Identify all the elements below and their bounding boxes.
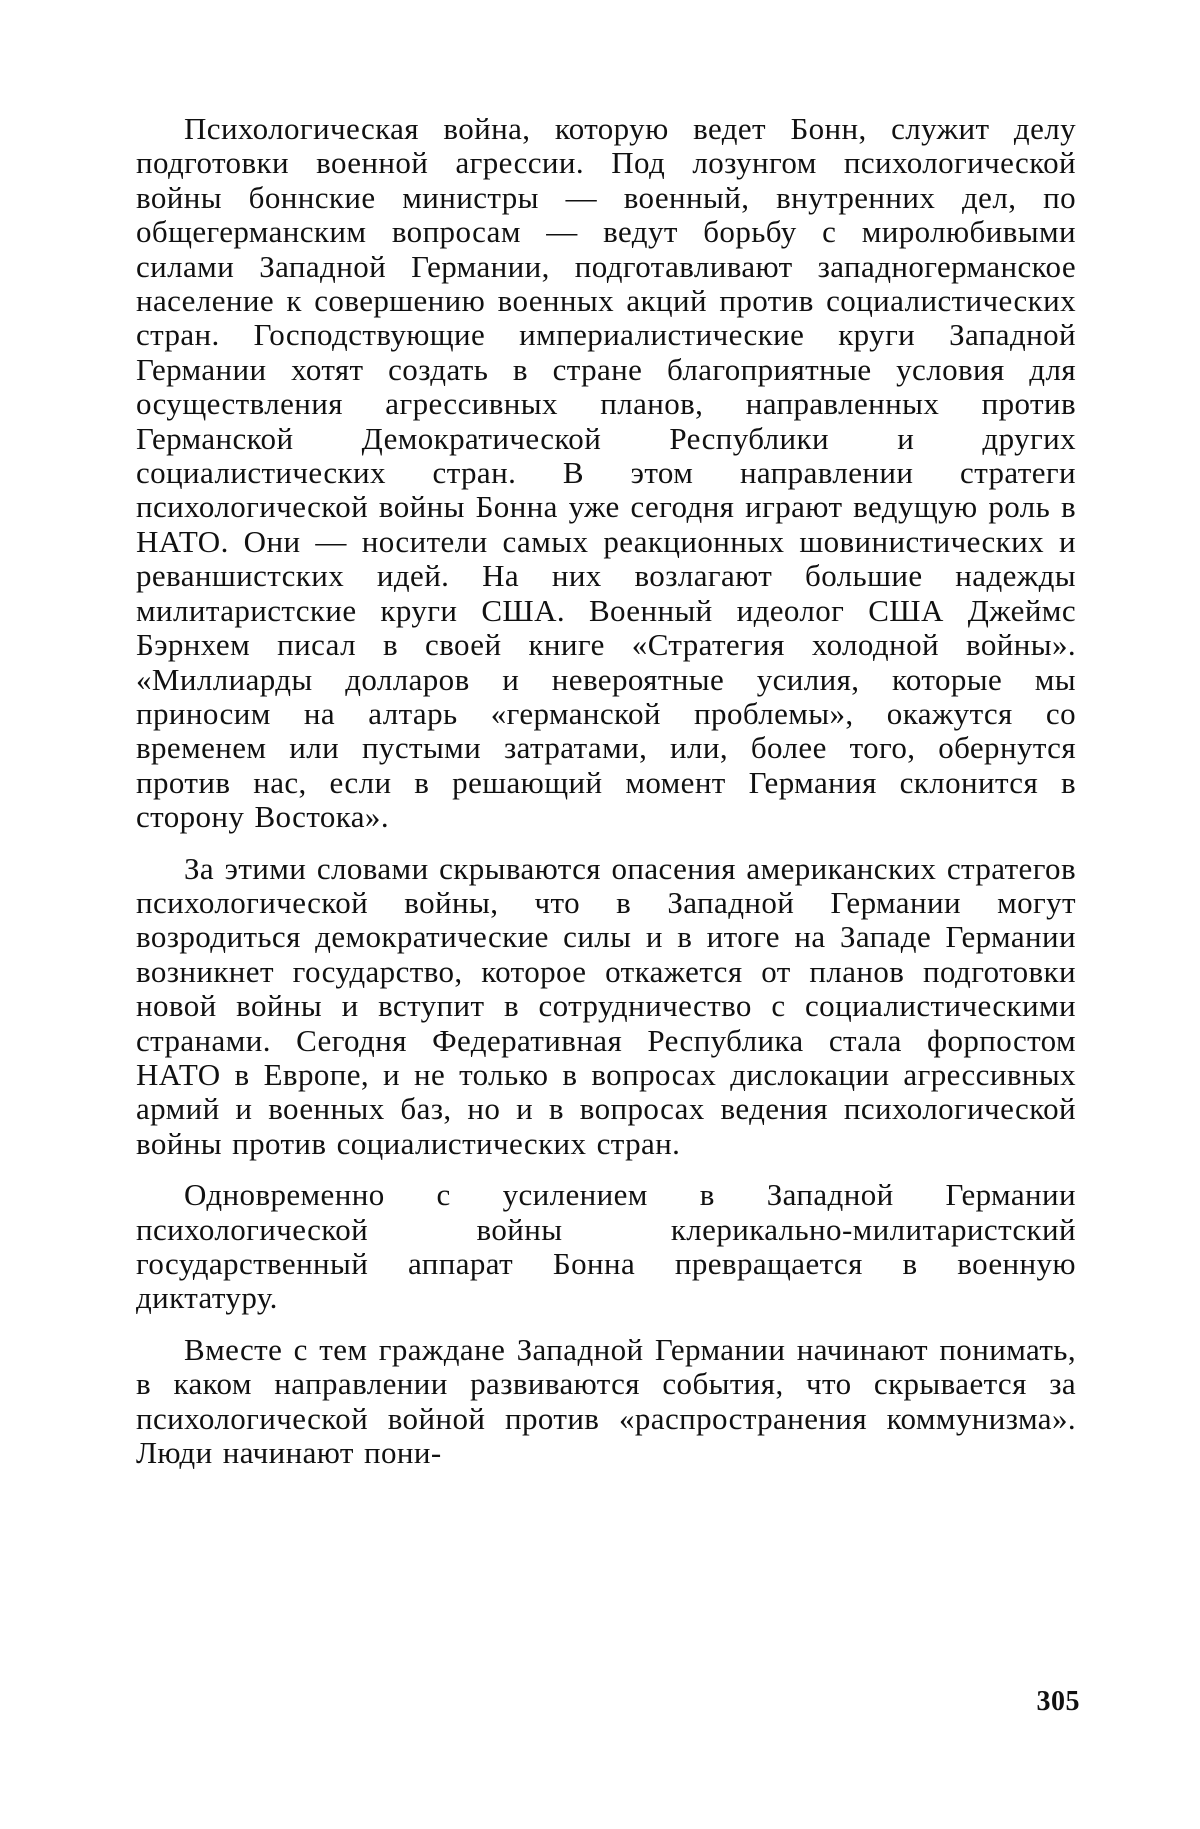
paragraph-1: Психологическая война, которую ведет Бонн, служит делу подготовки военной агрессии. Под лозунгом психологической войны боннские министры — военный, внутренних дел, по общегерманским вопросам — ведут борьбу с миролюбивыми силами Западной Германии, подготавливают западногерманское население к совершению военных акций против социалистических стран. Господствующие империалистические круги Западной Германии хотят создать в стране благоприятные условия для осуществления агрессивных планов, направленных против Германской Демократической Республики и других социалистических стран. В этом направлении стратеги психологической войны Бонна уже сегодня играют ведущую роль в НАТО. Они — носители самых реакционных шовинистических и реваншистских идей. На них возлагают большие надежды милитаристские круги США. Военный идеолог США Джеймс Бэрнхем писал в своей книге «Стратегия холодной войны». «Миллиарды долларов и невероятные усилия, которые мы приносим на алтарь «германской проблемы», окажутся со временем или пустыми затратами, или, более того, обернутся против нас, если в решающий момент Германия склонится в сторону Востока». xyxy=(136,111,1076,835)
paragraph-3: Одновременно с усилением в Западной Германии психологической войны клерикально-милитаристский государственный аппарат Бонна превращается в военную диктатуру. xyxy=(136,1177,1076,1316)
paragraph-2: За этими словами скрываются опасения американских стратегов психологической войны, что в Западной Германии могут возродиться демократические силы и в итоге на Западе Германии возникнет государство, которое откажется от планов подготовки новой войны и вступит в сотрудничество с социалистическими странами. Сегодня Федеративная Республика стала форпостом НАТО в Европе, и не только в вопросах дислокации агрессивных армий и военных баз, но и в вопросах ведения психологической войны против социалистических стран. xyxy=(136,850,1076,1161)
body-text xyxy=(136,112,1076,1487)
page-number: 305 xyxy=(1036,1686,1080,1717)
paragraph-4: Вместе с тем граждане Западной Германии начинают понимать, в каком направлении развиваются события, что скрывается за психологической войной против «распространения коммунизма». Люди начинают пони- xyxy=(136,1331,1076,1471)
